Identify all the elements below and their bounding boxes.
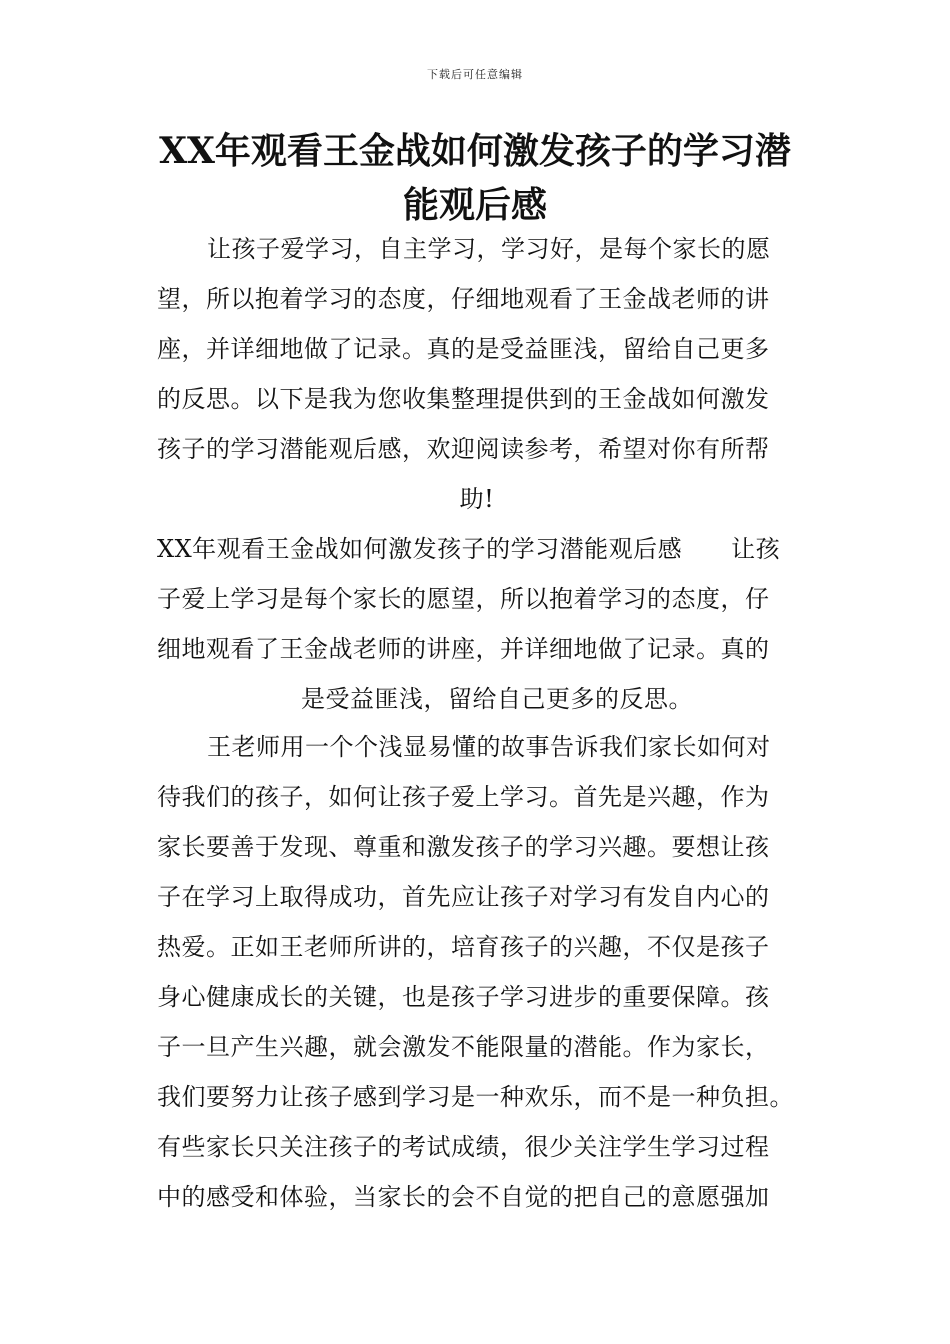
- paragraph-line: 子一旦产生兴趣，就会激发不能限量的潜能。作为家长，: [157, 1033, 770, 1061]
- intro-paragraph: [157, 224, 797, 524]
- subtitle-line: 细地观看了王金战老师的讲座，并详细地做了记录。真的: [157, 635, 770, 663]
- intro-line: 的反思。以下是我为您收集整理提供到的王金战如何激发: [157, 385, 770, 413]
- paragraph-line: 身心健康成长的关键，也是孩子学习进步的重要保障。孩: [157, 983, 770, 1011]
- title-line-1: XX年观看王金战如何激发孩子的学习潜: [159, 130, 791, 172]
- title-line-2: 能观后感: [402, 184, 547, 226]
- intro-line: 让孩子爱学习，自主学习，学习好，是每个家长的愿: [207, 235, 771, 263]
- subtitle-paragraph: [157, 524, 797, 724]
- paragraph-line: 待我们的孩子，如何让孩子爱上学习。首先是兴趣，作为: [157, 783, 770, 811]
- paragraph-line: 我们要努力让孩子感到学习是一种欢乐，而不是一种负担。: [157, 1083, 794, 1111]
- paragraph-line: 家长要善于发现、尊重和激发孩子的学习兴趣。要想让孩: [157, 833, 770, 861]
- paragraph-line: 热爱。正如王老师所讲的，培育孩子的兴趣，不仅是孩子: [157, 933, 770, 961]
- paragraph-line: 中的感受和体验，当家长的会不自觉的把自己的意愿强加: [157, 1183, 770, 1211]
- subtitle-end-line: 是受益匪浅，留给自己更多的反思。: [301, 685, 693, 713]
- intro-end-line: 助!: [459, 485, 495, 513]
- header-note: 下载后可任意编辑: [427, 68, 523, 81]
- document-title: [130, 124, 820, 232]
- paragraph-line: 有些家长只关注孩子的考试成绩，很少关注学生学习过程: [157, 1133, 770, 1161]
- intro-line: 望，所以抱着学习的态度，仔细地观看了王金战老师的讲: [157, 285, 770, 313]
- intro-line: 孩子的学习潜能观后感，欢迎阅读参考，希望对你有所帮: [157, 435, 770, 463]
- paragraph-line: 子在学习上取得成功，首先应让孩子对学习有发自内心的: [157, 883, 770, 911]
- subtitle-line: XX年观看王金战如何激发孩子的学习潜能观后感 让孩: [157, 535, 781, 563]
- subtitle-line: 子爱上学习是每个家长的愿望，所以抱着学习的态度，仔: [157, 585, 770, 613]
- intro-line: 座，并详细地做了记录。真的是受益匪浅，留给自己更多: [157, 335, 770, 363]
- paragraph-line: 王老师用一个个浅显易懂的故事告诉我们家长如何对: [207, 733, 771, 761]
- body-paragraph: [157, 722, 797, 1222]
